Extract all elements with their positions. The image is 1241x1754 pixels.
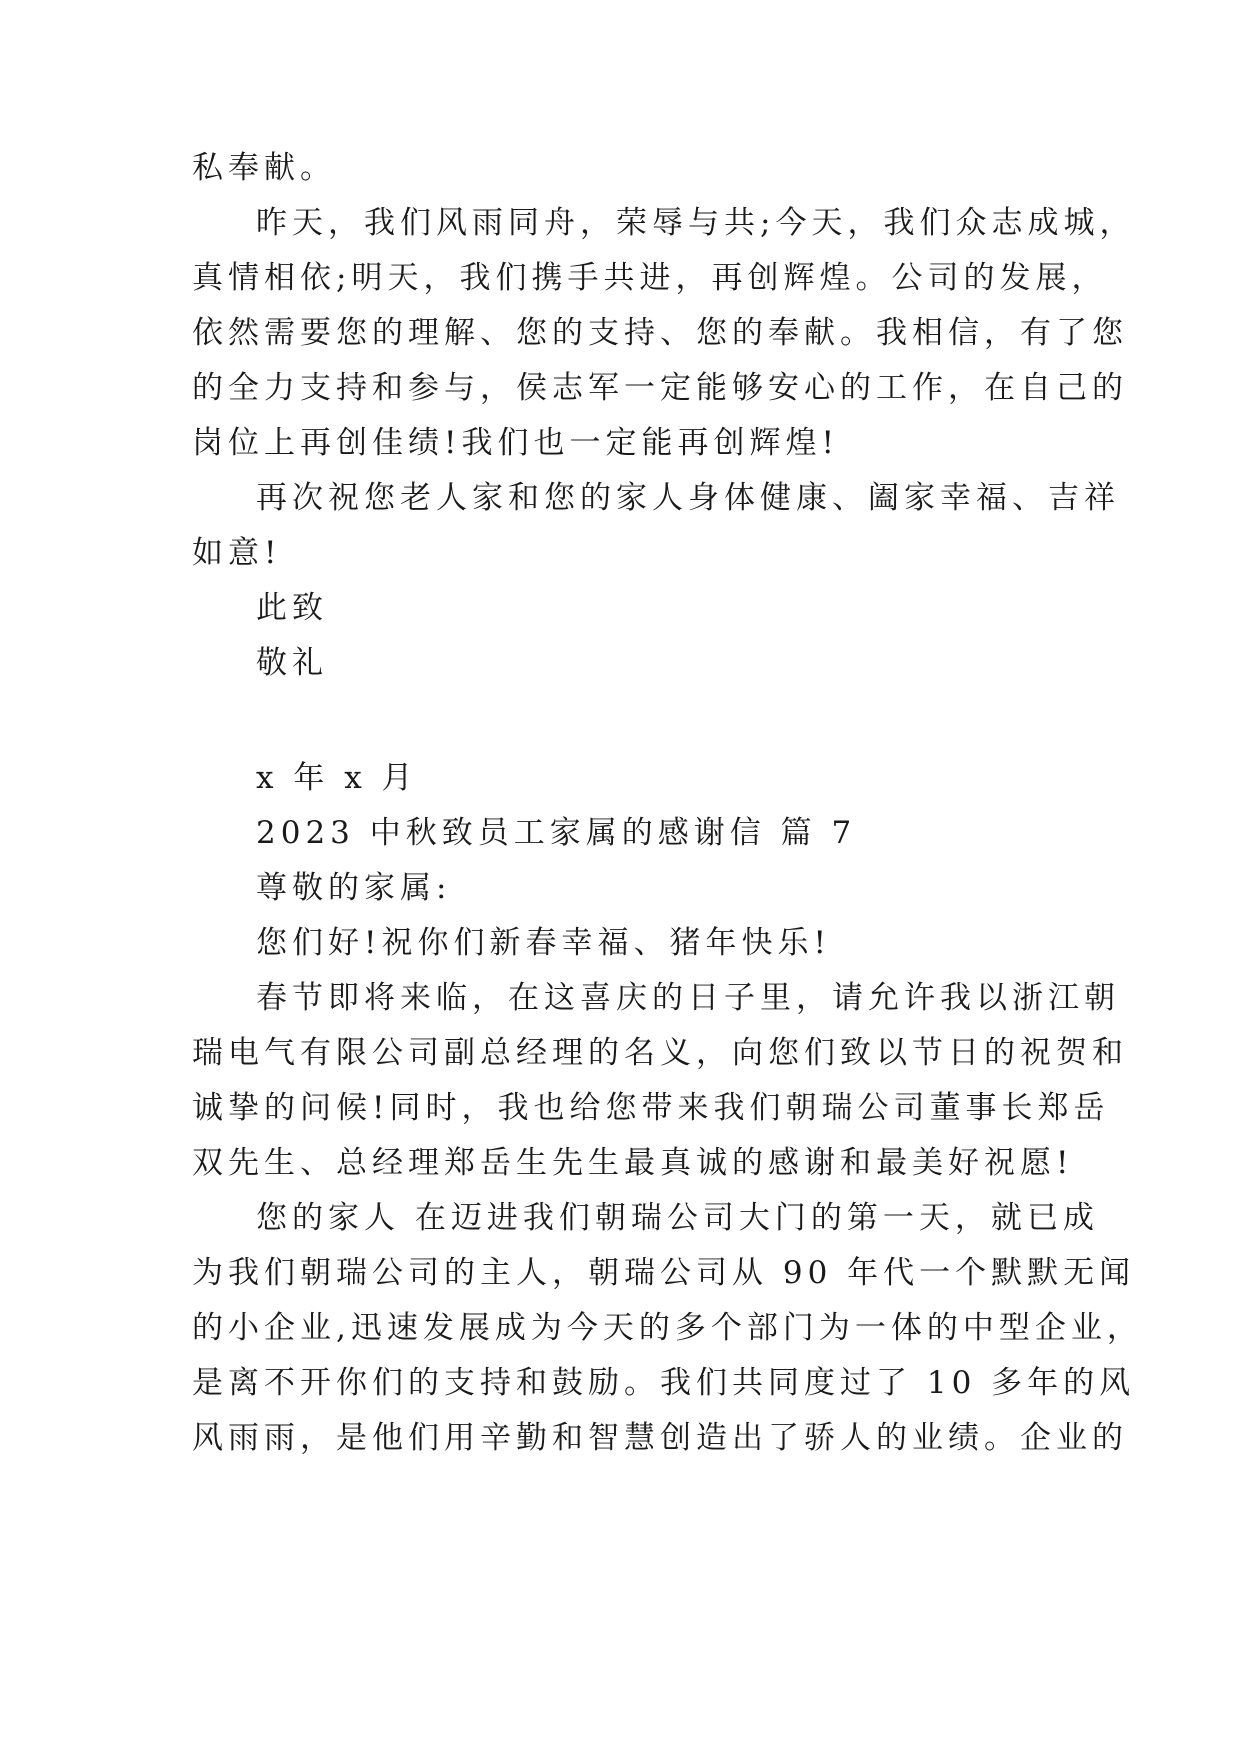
text-line: 私奉献。 (192, 150, 336, 186)
text-line: 再次祝您老人家和您的家人身体健康、阖家幸福、吉祥 (256, 480, 1120, 516)
text-line: 瑞电气有限公司副总经理的名义，向您们致以节日的祝贺和 (192, 1035, 1128, 1071)
text-line: 您们好!祝你们新春幸福、猪年快乐! (256, 925, 831, 961)
text-line: 依然需要您的理解、您的支持、您的奉献。我相信，有了您 (192, 315, 1128, 351)
date-line: x 年 x 月 (256, 760, 418, 796)
text-line: 岗位上再创佳绩!我们也一定能再创辉煌! (192, 425, 839, 461)
text-line: 春节即将来临，在这喜庆的日子里，请允许我以浙江朝 (256, 980, 1120, 1016)
text-line: 风雨雨，是他们用辛勤和智慧创造出了骄人的业绩。企业的 (192, 1420, 1128, 1456)
section-heading: 2023 中秋致员工家属的感谢信 篇 7 (256, 815, 857, 851)
text-line: 诚挚的问候!同时，我也给您带来我们朝瑞公司董事长郑岳 (192, 1090, 1110, 1126)
text-line: 是离不开你们的支持和鼓励。我们共同度过了 10 多年的风 (192, 1365, 1136, 1401)
salutation-regards: 敬礼 (256, 645, 328, 681)
text-line: 双先生、总经理郑岳生先生最真诚的感谢和最美好祝愿! (192, 1145, 1074, 1181)
greeting: 尊敬的家属: (256, 870, 452, 906)
text-line: 如意! (192, 535, 282, 571)
text-line: 真情相依;明天，我们携手共进，再创辉煌。公司的发展， (192, 260, 1108, 296)
text-line: 的小企业,迅速发展成为今天的多个部门为一体的中型企业， (192, 1310, 1143, 1346)
text-line: 昨天，我们风雨同舟，荣辱与共;今天，我们众志成城， (256, 205, 1136, 241)
salutation-closing: 此致 (256, 590, 328, 626)
text-line: 为我们朝瑞公司的主人，朝瑞公司从 90 年代一个默默无闻 (192, 1255, 1136, 1291)
text-line: 您的家人 在迈进我们朝瑞公司大门的第一天，就已成 (256, 1200, 1099, 1236)
text-line: 的全力支持和参与，侯志军一定能够安心的工作，在自己的 (192, 370, 1128, 406)
